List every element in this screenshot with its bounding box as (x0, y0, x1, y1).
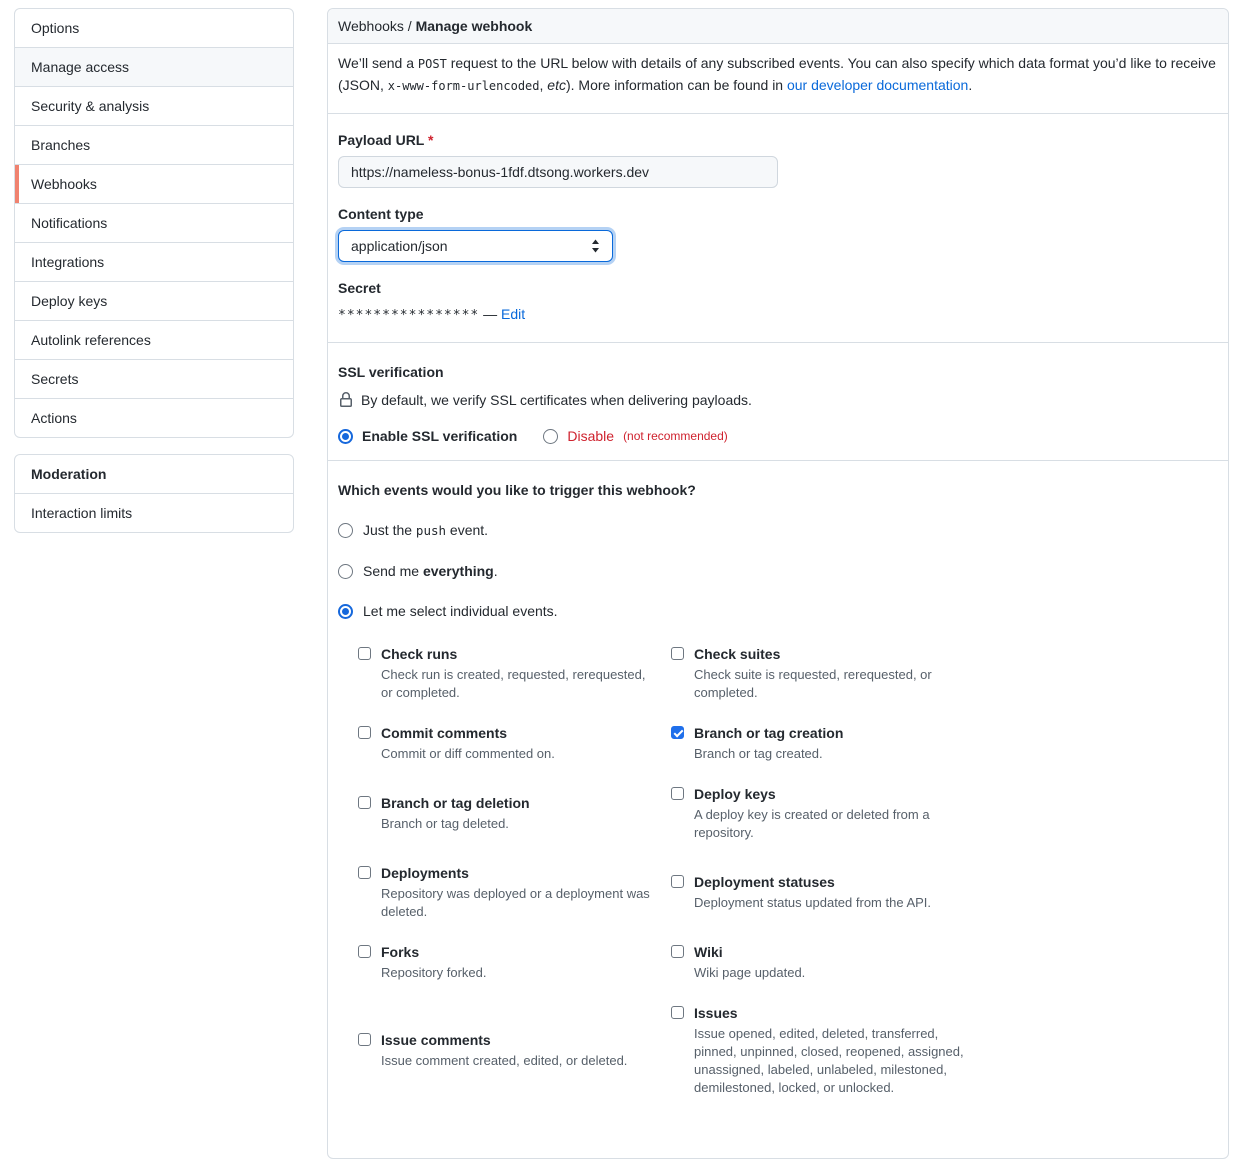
sidebar-item-interaction-limits[interactable]: Interaction limits (15, 493, 293, 532)
intro-text: We’ll send a (338, 55, 418, 71)
events-option-everything[interactable]: Send me everything. (338, 562, 1218, 580)
webhook-intro: We’ll send a POST request to the URL below with details of any subscribed events. You can also specify which data format you’d like to receive (JSON, x-www-form-urlencoded, etc). More information can be found in our developer documentation. (328, 44, 1228, 114)
ssl-disable-label: Disable (567, 428, 615, 444)
breadcrumb-separator: / (403, 18, 416, 34)
checkbox-branch-tag-creation[interactable] (671, 726, 684, 739)
moderation-menu (14, 454, 294, 533)
ssl-section-heading: SSL verification (338, 364, 444, 380)
event-commit-comments[interactable]: Commit comments Commit or diff commented on. (358, 723, 671, 763)
settings-menu (14, 8, 294, 438)
checkbox-check-suites[interactable] (671, 647, 684, 660)
manage-webhook-box (327, 8, 1229, 1159)
section-divider (328, 342, 1228, 343)
ssl-radio-group (338, 428, 1218, 444)
breadcrumb (328, 9, 1228, 44)
sidebar-item-options[interactable]: Options (31, 20, 80, 36)
checkbox-deploy-keys[interactable] (671, 787, 684, 800)
push-code: push (415, 523, 447, 538)
event-row (358, 942, 1218, 982)
breadcrumb-webhooks-link[interactable]: Webhooks (338, 18, 404, 34)
sidebar-item-security-analysis[interactable]: Security & analysis (15, 86, 293, 125)
event-row (358, 723, 1218, 763)
checkbox-wiki[interactable] (671, 945, 684, 958)
ssl-note (338, 391, 1218, 409)
secret-masked-value: **************** (338, 308, 480, 323)
event-issues[interactable]: Issues Issue opened, edited, deleted, transferred, pinned, unpinned, closed, reopened, assigned, unassigned, labeled, unlabeled, milestoned, demilestoned, locked, or unlocked. (671, 1003, 984, 1097)
secret-row: **************** — Edit (338, 306, 526, 323)
event-deployments[interactable]: Deployments Repository was deployed or a deployment was deleted. (358, 863, 671, 921)
payload-url-input[interactable] (338, 156, 778, 188)
event-issue-comments[interactable]: Issue comments Issue comment created, edited, or deleted. (358, 1030, 671, 1070)
content-type-label: Content type (338, 206, 424, 222)
checkbox-check-runs[interactable] (358, 647, 371, 660)
secret-edit-link[interactable]: Edit (501, 306, 526, 322)
payload-url-label: Payload URL * (338, 132, 434, 148)
ssl-note-text: By default, we verify SSL certificates when delivering payloads. (361, 392, 752, 408)
required-asterisk: * (428, 132, 434, 148)
event-branch-tag-deletion[interactable]: Branch or tag deletion Branch or tag deleted. (358, 793, 671, 833)
developer-documentation-link[interactable]: our developer documentation (786, 77, 969, 93)
section-divider (328, 460, 1228, 461)
select-caret-icon (591, 239, 600, 253)
intro-code-post: POST (417, 57, 447, 71)
page-title: Manage webhook (415, 18, 533, 34)
radio-individual-events[interactable] (338, 604, 353, 619)
checkbox-issue-comments[interactable] (358, 1033, 371, 1046)
event-check-runs[interactable]: Check runs Check run is created, requested, rerequested, or completed. (358, 644, 671, 702)
ssl-enable-option[interactable] (338, 428, 517, 444)
sidebar-item-actions[interactable]: Actions (15, 398, 293, 437)
event-wiki[interactable]: Wiki Wiki page updated. (671, 942, 984, 982)
event-branch-tag-creation[interactable]: Branch or tag creation Branch or tag created. (671, 723, 984, 763)
event-row (358, 644, 1218, 702)
sidebar-item-notifications[interactable]: Notifications (15, 203, 293, 242)
events-option-individual[interactable]: Let me select individual events. (338, 602, 1218, 620)
event-row (358, 784, 1218, 842)
sidebar-item-manage-access[interactable]: Manage access (15, 47, 293, 86)
webhook-form (328, 131, 1228, 1097)
event-forks[interactable]: Forks Repository forked. (358, 942, 671, 982)
sidebar-item-integrations[interactable]: Integrations (15, 242, 293, 281)
events-section-heading: Which events would you like to trigger this webhook? (338, 482, 696, 498)
sidebar-item-autolink-references[interactable]: Autolink references (15, 320, 293, 359)
intro-code-urlencoded: x-www-form-urlencoded (387, 79, 540, 93)
events-grid (358, 644, 1218, 1097)
secret-label: Secret (338, 280, 381, 296)
checkbox-deployments[interactable] (358, 866, 371, 879)
radio-disable-ssl[interactable] (543, 429, 558, 444)
radio-everything[interactable] (338, 564, 353, 579)
checkbox-commit-comments[interactable] (358, 726, 371, 739)
sidebar-item-deploy-keys[interactable]: Deploy keys (15, 281, 293, 320)
checkbox-forks[interactable] (358, 945, 371, 958)
moderation-heading: Moderation (31, 466, 107, 482)
checkbox-deployment-statuses[interactable] (671, 875, 684, 888)
event-row (358, 863, 1218, 921)
sidebar-item-webhooks[interactable]: Webhooks (15, 164, 293, 203)
event-deploy-keys[interactable]: Deploy keys A deploy key is created or deleted from a repository. (671, 784, 984, 842)
checkbox-issues[interactable] (671, 1006, 684, 1019)
settings-sidebar (14, 8, 294, 1159)
lock-icon (338, 392, 354, 408)
event-deployment-statuses[interactable]: Deployment statuses Deployment status updated from the API. (671, 872, 984, 912)
event-check-suites[interactable]: Check suites Check suite is requested, rerequested, or completed. (671, 644, 984, 702)
ssl-disable-option[interactable] (543, 428, 727, 444)
content-type-select[interactable] (338, 230, 613, 262)
sidebar-item-secrets[interactable]: Secrets (15, 359, 293, 398)
radio-just-push[interactable] (338, 523, 353, 538)
sidebar-item-branches[interactable]: Branches (15, 125, 293, 164)
webhook-main (327, 8, 1229, 1159)
checkbox-branch-tag-deletion[interactable] (358, 796, 371, 809)
ssl-disable-note: (not recommended) (623, 429, 728, 443)
ssl-enable-label: Enable SSL verification (362, 428, 518, 444)
content-type-selected-value: application/json (351, 238, 448, 254)
radio-enable-ssl[interactable] (338, 429, 353, 444)
events-option-just-push[interactable]: Just the push event. (338, 521, 1218, 540)
event-row (358, 1003, 1218, 1097)
